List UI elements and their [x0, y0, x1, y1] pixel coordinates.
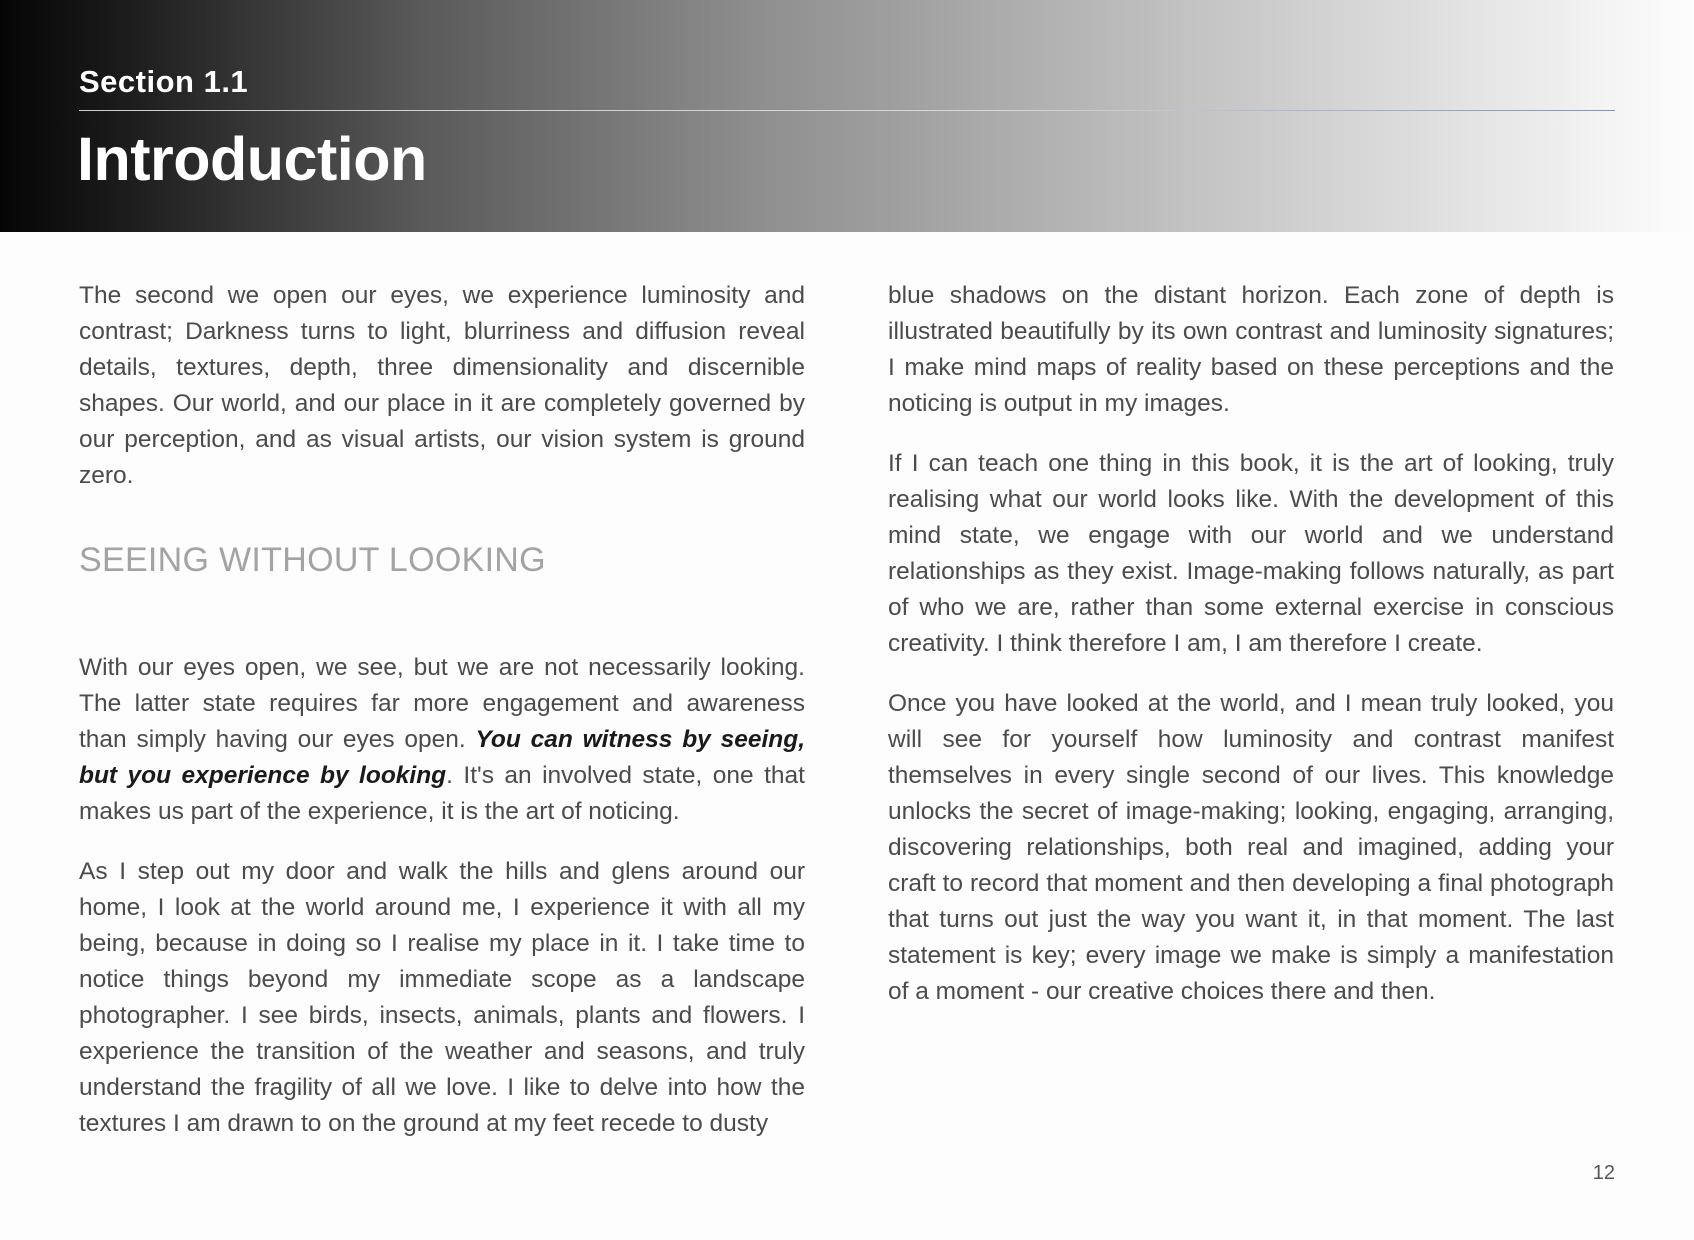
paragraph: The second we open our eyes, we experience luminosity and contrast; Darkness turns to light, blurriness and diffusion reveal details, textures, depth, three dimensionality and discernible shapes. Our world, and our place in it are completely governed by our perception, and as visual artists, our vision system is ground zero.	[79, 282, 805, 489]
subheading: SEEING WITHOUT LOOKING	[79, 541, 546, 579]
paragraph	[79, 650, 805, 830]
section-label: Section 1.1	[79, 64, 249, 99]
paragraph: blue shadows on the distant horizon. Each zone of depth is illustrated beautifully by its own contrast and luminosity signatures; I make mind maps of reality based on these perceptions and the noticing is output in my images.	[888, 282, 1614, 417]
right-column	[888, 278, 1614, 1034]
page-title: Introduction	[77, 125, 427, 193]
left-column	[79, 278, 805, 1166]
header-divider	[79, 110, 1615, 111]
paragraph: As I step out my door and walk the hills and glens around our home, I look at the world around me, I experience it with all my being, because in doing so I realise my place in it. I take time to notice things beyond my immediate scope as a landscape photographer. I see birds, insects, animals, plants and flowers. I experience the transition of the weather and seasons, and truly understand the fragility of all we love. I like to delve into how the textures I am drawn to on the ground at my feet recede to dusty	[79, 858, 805, 1137]
paragraph-text: With our eyes open, we see, but we are not necessarily looking. The latter state requires far more engagement and awareness than simply having our eyes open.	[79, 654, 805, 753]
emphasized-text: You can witness by seeing, but you experience by looking	[79, 726, 805, 789]
header-band	[0, 0, 1694, 232]
paragraph: Once you have looked at the world, and I mean truly looked, you will see for yourself how luminosity and contrast manifest themselves in every single second of our lives. This knowledge unlocks the secret of image-making; looking, engaging, arranging, discovering relationships, both real and imagined, adding your craft to record that moment and then developing a final photograph that turns out just the way you want it, in that moment. The last statement is key; every image we make is simply a manifestation of a moment - our creative choices there and then.	[888, 690, 1614, 1005]
paragraph: If I can teach one thing in this book, it is the art of looking, truly realising what our world looks like. With the development of this mind state, we engage with our world and we understand relationships as they exist. Image-making follows naturally, as part of who we are, rather than some external exercise in conscious creativity. I think therefore I am, I am therefore I create.	[888, 450, 1614, 657]
paragraph-text: . It's an involved state, one that makes us part of the experience, it is the art of noticing.	[79, 762, 805, 825]
page-number: 12	[1592, 1162, 1615, 1184]
